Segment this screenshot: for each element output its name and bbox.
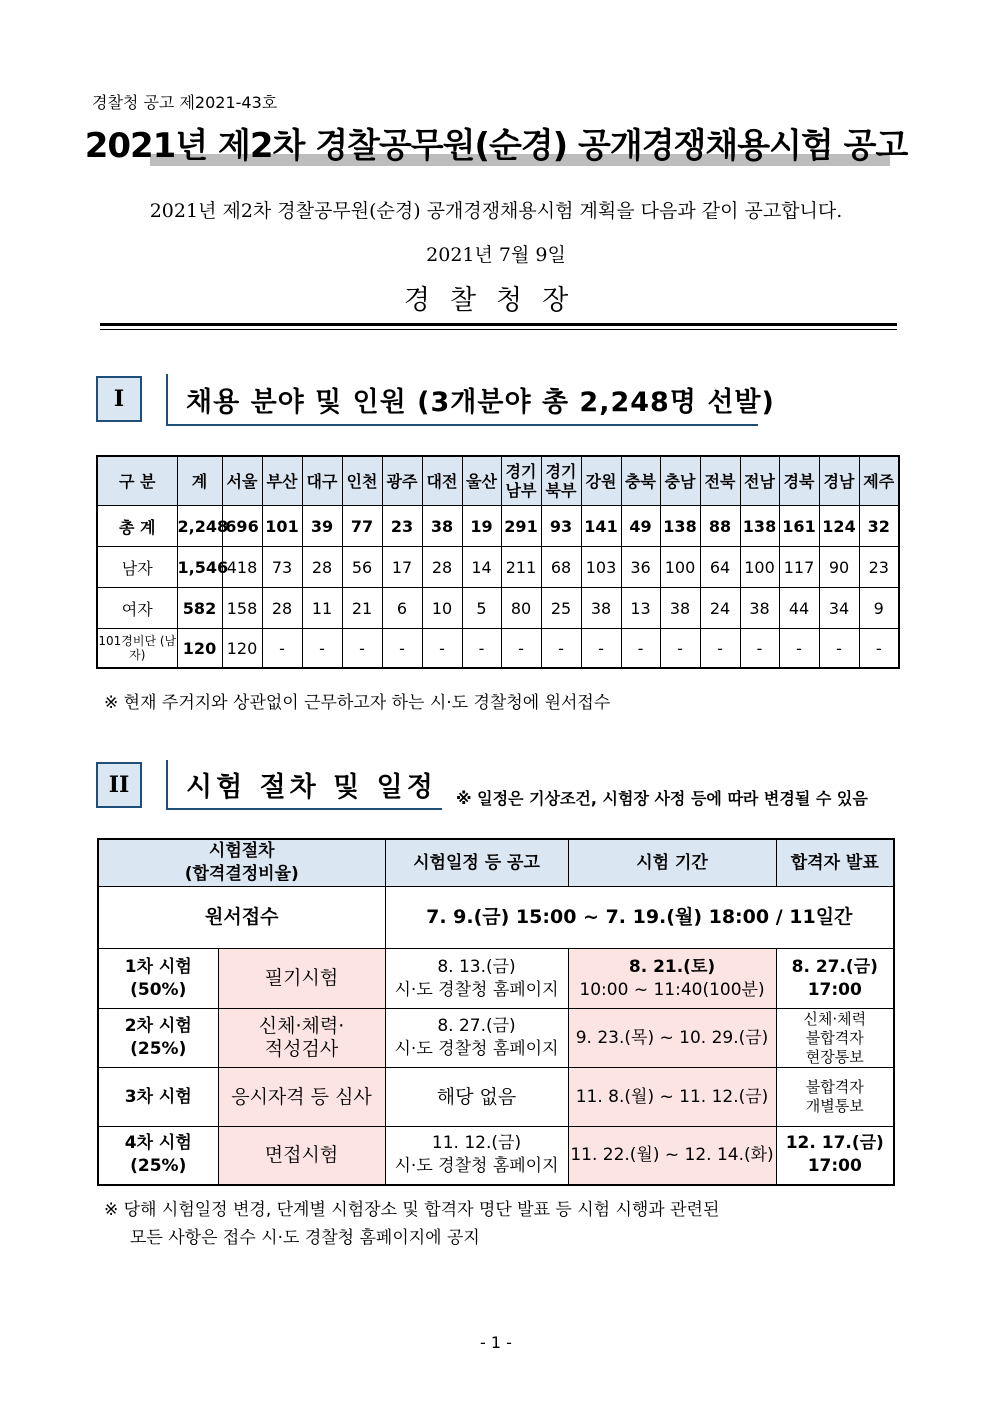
stage-period: 11. 22.(월) ~ 12. 14.(화) [568,1127,776,1185]
column-header: 부산 [262,456,302,506]
table-cell: 103 [581,547,621,588]
table-cell: 696 [222,506,262,547]
table-cell: 17 [382,547,422,588]
section2-underline [166,808,442,810]
table-cell: 24 [700,588,740,629]
section2-title: 시험 절차 및 일정 [186,772,437,803]
stage-label: 2차 시험 (25%) [98,1009,218,1068]
column-header: 전북 [700,456,740,506]
stage-name: 필기시험 [218,949,385,1009]
table-cell: 28 [422,547,462,588]
stage-notice: 11. 12.(금) 시·도 경찰청 홈페이지 [385,1127,568,1185]
stage-row [98,1127,894,1185]
table-cell: 88 [700,506,740,547]
table-cell: - [660,629,700,669]
header-rule-thin [100,329,897,330]
table-cell: 80 [501,588,541,629]
table-cell: 100 [740,547,779,588]
table-cell: 10 [422,588,462,629]
row-label: 101경비단 (남자) [97,629,177,669]
table-cell: 2,248 [177,506,222,547]
column-header: 울산 [462,456,501,506]
table-cell: 38 [422,506,462,547]
table-cell: 49 [621,506,660,547]
column-header: 충남 [660,456,700,506]
table-cell: 38 [740,588,779,629]
stage-notice: 8. 13.(금) 시·도 경찰청 홈페이지 [385,949,568,1009]
section2-note-line1: ※ 당해 시험일정 변경, 단계별 시험장소 및 합격자 명단 발표 등 시험 시행과 관련된 [104,1200,720,1220]
stage-result: 8. 27.(금) 17:00 [776,949,894,1009]
stage-result: 불합격자 개별통보 [776,1068,894,1127]
table-cell: 28 [262,588,302,629]
table-header-row [97,456,899,506]
table-cell: - [700,629,740,669]
schedule-change-note: ※ 일정은 기상조건, 시험장 사정 등에 따라 변경될 수 있음 [456,789,868,808]
stage-name: 면접시험 [218,1127,385,1185]
table-cell: 9 [859,588,899,629]
table-cell: - [541,629,581,669]
stage-row [98,1009,894,1068]
table-row [97,506,899,547]
table-cell: - [819,629,859,669]
stage-label: 3차 시험 [98,1068,218,1127]
table-cell: 64 [700,547,740,588]
table-cell: 23 [859,547,899,588]
table-cell: - [342,629,382,669]
column-header: 충북 [621,456,660,506]
table-cell: - [302,629,342,669]
table-cell: 291 [501,506,541,547]
section1-divider [166,374,168,426]
section2-number-box [96,762,142,808]
table-cell: 34 [819,588,859,629]
table-cell: - [501,629,541,669]
column-header: 광주 [382,456,422,506]
stage-period: 8. 21.(토) 10:00 ~ 11:40(100분) [568,949,776,1009]
stage-row [98,949,894,1009]
table-cell: 93 [541,506,581,547]
table-row [97,547,899,588]
page-title: 2021년 제2차 경찰공무원(순경) 공개경쟁채용시험 공고 [84,126,908,166]
table-cell: - [859,629,899,669]
table-cell: 39 [302,506,342,547]
document-number: 경찰청 공고 제2021-43호 [92,93,278,112]
table-cell: 13 [621,588,660,629]
header-rule [100,323,897,326]
table-cell: 138 [660,506,700,547]
stage-result: 신체·체력 불합격자 현장통보 [776,1009,894,1068]
column-header: 대전 [422,456,462,506]
column-header: 대구 [302,456,342,506]
table-cell: 21 [342,588,382,629]
issuer: 경찰청장 [403,285,589,316]
section1-underline [166,424,758,426]
header-notice: 시험일정 등 공고 [385,839,568,887]
recruitment-table [96,455,900,669]
column-header: 구 분 [97,456,177,506]
stage-period: 11. 8.(월) ~ 11. 12.(금) [568,1068,776,1127]
section1-number: I [113,386,125,412]
table-cell: 14 [462,547,501,588]
page-number: - 1 - [480,1333,512,1352]
announcement-date: 2021년 7월 9일 [426,244,566,266]
table-cell: 418 [222,547,262,588]
intro-text: 2021년 제2차 경찰공무원(순경) 공개경쟁채용시험 계획을 다음과 같이 공고합니다. [149,200,843,222]
section1-number-box [96,376,142,422]
table-cell: 38 [660,588,700,629]
table-cell: 11 [302,588,342,629]
table-cell: 141 [581,506,621,547]
table-cell: 73 [262,547,302,588]
table-cell: 36 [621,547,660,588]
table-cell: 5 [462,588,501,629]
application-label: 원서접수 [98,887,385,949]
table-cell: - [382,629,422,669]
table-row [97,629,899,669]
table-cell: 1,546 [177,547,222,588]
table-cell: 44 [779,588,819,629]
row-label: 남자 [97,547,177,588]
table-cell: - [581,629,621,669]
table-cell: 138 [740,506,779,547]
column-header: 계 [177,456,222,506]
stage-name: 응시자격 등 심사 [218,1068,385,1127]
table-cell: 158 [222,588,262,629]
table-cell: - [779,629,819,669]
table-cell: 32 [859,506,899,547]
table-cell: 120 [177,629,222,669]
column-header: 경기 남부 [501,456,541,506]
table-cell: - [422,629,462,669]
table-cell: 117 [779,547,819,588]
column-header: 서울 [222,456,262,506]
column-header: 제주 [859,456,899,506]
section2-divider [166,760,168,810]
header-procedure: 시험절차 (합격결정비율) [98,839,385,887]
stage-label: 4차 시험 (25%) [98,1127,218,1185]
column-header: 강원 [581,456,621,506]
table-cell: 77 [342,506,382,547]
table-cell: 25 [541,588,581,629]
header-result: 합격자 발표 [776,839,894,887]
row-label: 총 계 [97,506,177,547]
column-header: 경북 [779,456,819,506]
table-cell: - [262,629,302,669]
section1-title: 채용 분야 및 인원 (3개분야 총 2,248명 선발) [186,387,775,418]
table-cell: 211 [501,547,541,588]
table-cell: - [462,629,501,669]
table-row [97,588,899,629]
table-cell: 28 [302,547,342,588]
table-cell: - [621,629,660,669]
column-header: 경기 북부 [541,456,581,506]
row-label: 여자 [97,588,177,629]
stage-label: 1차 시험 (50%) [98,949,218,1009]
table-cell: 56 [342,547,382,588]
section2-note-line2: 모든 사항은 접수 시·도 경찰청 홈페이지에 공지 [130,1228,480,1248]
table-cell: 100 [660,547,700,588]
section2-number: II [108,772,130,798]
table-cell: 161 [779,506,819,547]
section1-note: ※ 현재 주거지와 상관없이 근무하고자 하는 시·도 경찰청에 원서접수 [104,693,611,713]
header-period: 시험 기간 [568,839,776,887]
table-cell: 6 [382,588,422,629]
table-cell: 23 [382,506,422,547]
table-cell: 90 [819,547,859,588]
table-cell: 582 [177,588,222,629]
column-header: 전남 [740,456,779,506]
column-header: 인천 [342,456,382,506]
table-cell: 68 [541,547,581,588]
table-cell: 101 [262,506,302,547]
stage-result: 12. 17.(금) 17:00 [776,1127,894,1185]
table-cell: 124 [819,506,859,547]
application-period: 7. 9.(금) 15:00 ~ 7. 19.(월) 18:00 / 11일간 [385,887,894,949]
table-cell: - [740,629,779,669]
stage-notice: 해당 없음 [385,1068,568,1127]
stage-notice: 8. 27.(금) 시·도 경찰청 홈페이지 [385,1009,568,1068]
stage-row [98,1068,894,1127]
section2-note [104,1196,904,1252]
column-header: 경남 [819,456,859,506]
stage-period: 9. 23.(목) ~ 10. 29.(금) [568,1009,776,1068]
schedule-table [97,838,895,1186]
table-cell: 19 [462,506,501,547]
table-cell: 38 [581,588,621,629]
stage-name: 신체·체력· 적성검사 [218,1009,385,1068]
table-cell: 120 [222,629,262,669]
